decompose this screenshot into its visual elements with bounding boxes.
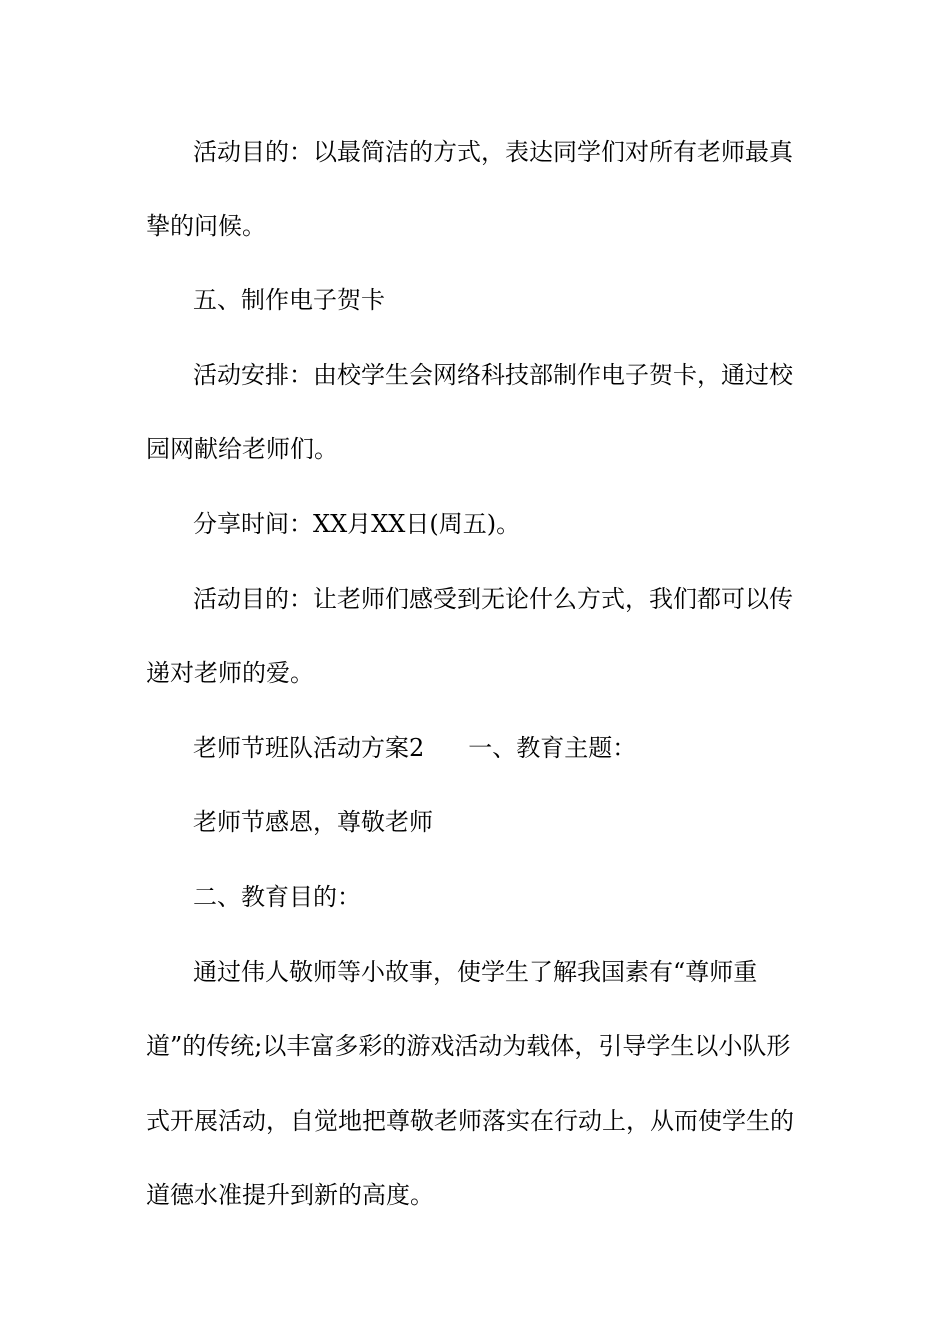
paragraph-line: 道德水准提升到新的高度。 — [146, 1181, 434, 1209]
plan-title: 老师节班队活动方案2 — [193, 734, 425, 762]
paragraph-line: 挚的问候。 — [146, 212, 266, 240]
section-heading: 一、教育主题： — [468, 734, 637, 762]
paragraph-line: 活动目的：以最简洁的方式，表达同学们对所有老师最真 — [193, 138, 793, 166]
plan-title-line — [193, 733, 816, 763]
section-heading: 二、教育目的： — [193, 883, 361, 911]
paragraph-line: 通过伟人敬师等小故事，使学生了解我国素有“尊师重 — [193, 958, 758, 986]
paragraph-line: 活动安排：由校学生会网络科技部制作电子贺卡，通过校 — [193, 361, 793, 389]
paragraph-line: 活动目的：让老师们感受到无论什么方式，我们都可以传 — [193, 585, 793, 613]
paragraph-line: 递对老师的爱。 — [146, 659, 314, 687]
paragraph-line: 道”的传统;以丰富多彩的游戏活动为载体，引导学生以小队形 — [146, 1032, 791, 1060]
paragraph-line: 式开展活动，自觉地把尊敬老师落实在行动上，从而使学生的 — [146, 1107, 794, 1135]
paragraph-line: 园网献给老师们。 — [146, 435, 338, 463]
paragraph-line: 分享时间：XX月XX日(周五)。 — [193, 510, 521, 538]
paragraph-line: 老师节感恩，尊敬老师 — [193, 808, 433, 836]
section-heading: 五、制作电子贺卡 — [193, 286, 385, 314]
